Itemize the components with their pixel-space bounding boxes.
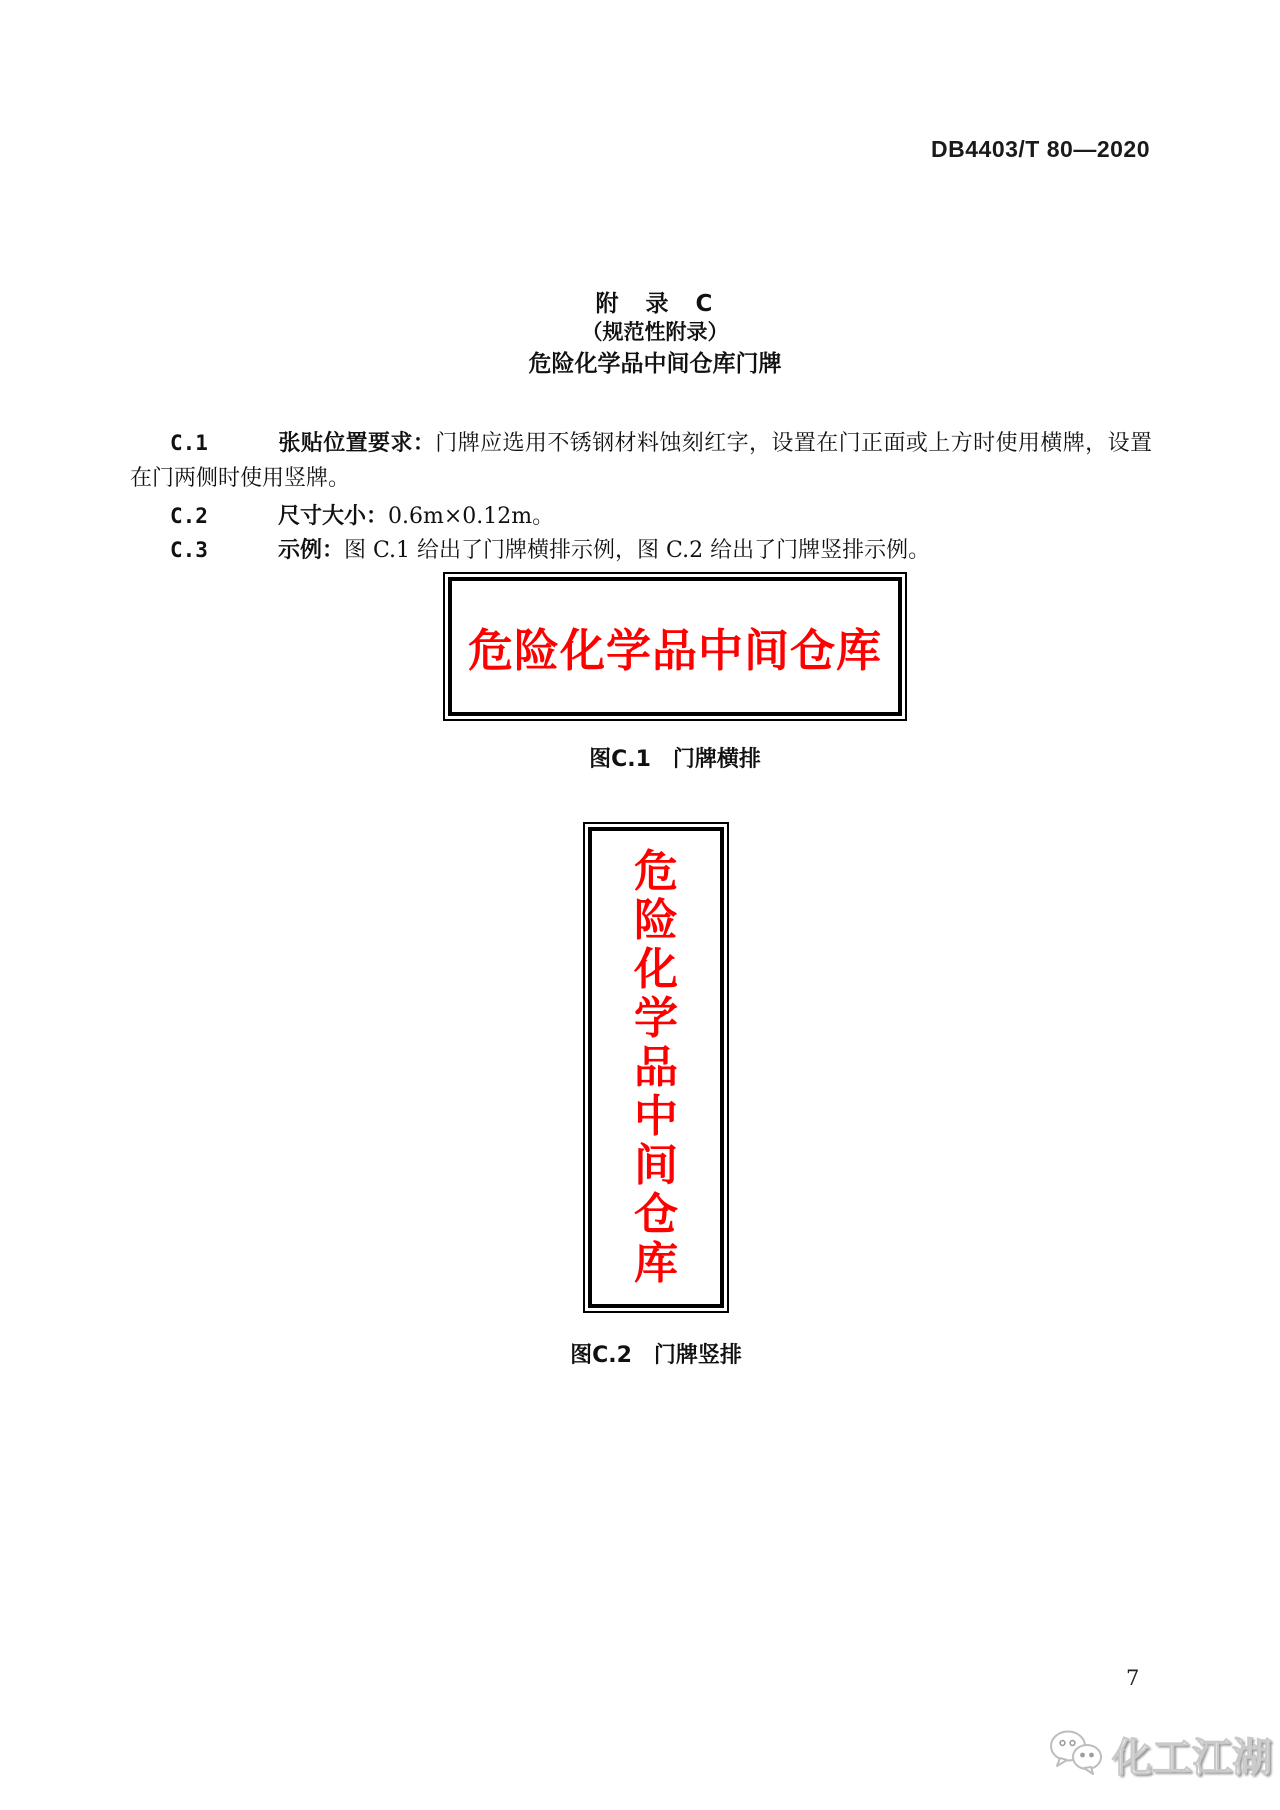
clause-c3-number: C.3 xyxy=(170,538,208,562)
figure-c1-sign-inner-border xyxy=(448,577,902,716)
clause-c3 xyxy=(130,533,1152,568)
appendix-heading: 危险化学品中间仓库门牌 xyxy=(528,351,782,377)
appendix-type: （规范性附录） xyxy=(581,320,729,344)
clause-c2-text: 0.6m×0.12m。 xyxy=(388,504,555,529)
appendix-title: 附 录 C xyxy=(595,291,715,317)
clause-c2-number: C.2 xyxy=(170,504,208,528)
clause-c1-label: 张贴位置要求： xyxy=(278,431,436,456)
figure-c2-sign-plate xyxy=(583,822,729,1313)
clause-c1-number: C.1 xyxy=(170,431,208,455)
figure-c2-sign-inner-border xyxy=(588,827,724,1308)
clause-c2-label: 尺寸大小： xyxy=(278,504,389,529)
figure-c1-caption: 图C.1 门牌横排 xyxy=(589,747,761,772)
figure-c1-sign-text: 危险化学品中间仓库 xyxy=(467,624,882,677)
figure-c1-sign-plate xyxy=(443,572,907,721)
brand-watermark xyxy=(1048,1726,1272,1783)
clause-c1-text: 门牌应选用不锈钢材料蚀刻红字，设置在门正面或上方时使用横牌，设置在门两侧时使用竖牌。 xyxy=(130,431,1152,491)
clause-c1 xyxy=(130,426,1152,496)
clause-c2 xyxy=(130,499,1152,534)
figure-c2-caption: 图C.2 门牌竖排 xyxy=(570,1343,742,1368)
wechat-bubbles-icon xyxy=(1048,1729,1106,1781)
clause-c3-text: 图 C.1 给出了门牌横排示例，图 C.2 给出了门牌竖排示例。 xyxy=(344,538,931,563)
doc-number: DB4403/T 80—2020 xyxy=(931,136,1150,162)
clause-c3-label: 示例： xyxy=(278,538,345,563)
brand-name: 化工江湖 xyxy=(1112,1735,1272,1781)
figure-c2-sign-text: 危险化学品中间仓库 xyxy=(634,846,678,1289)
page-number: 7 xyxy=(1126,1666,1140,1690)
